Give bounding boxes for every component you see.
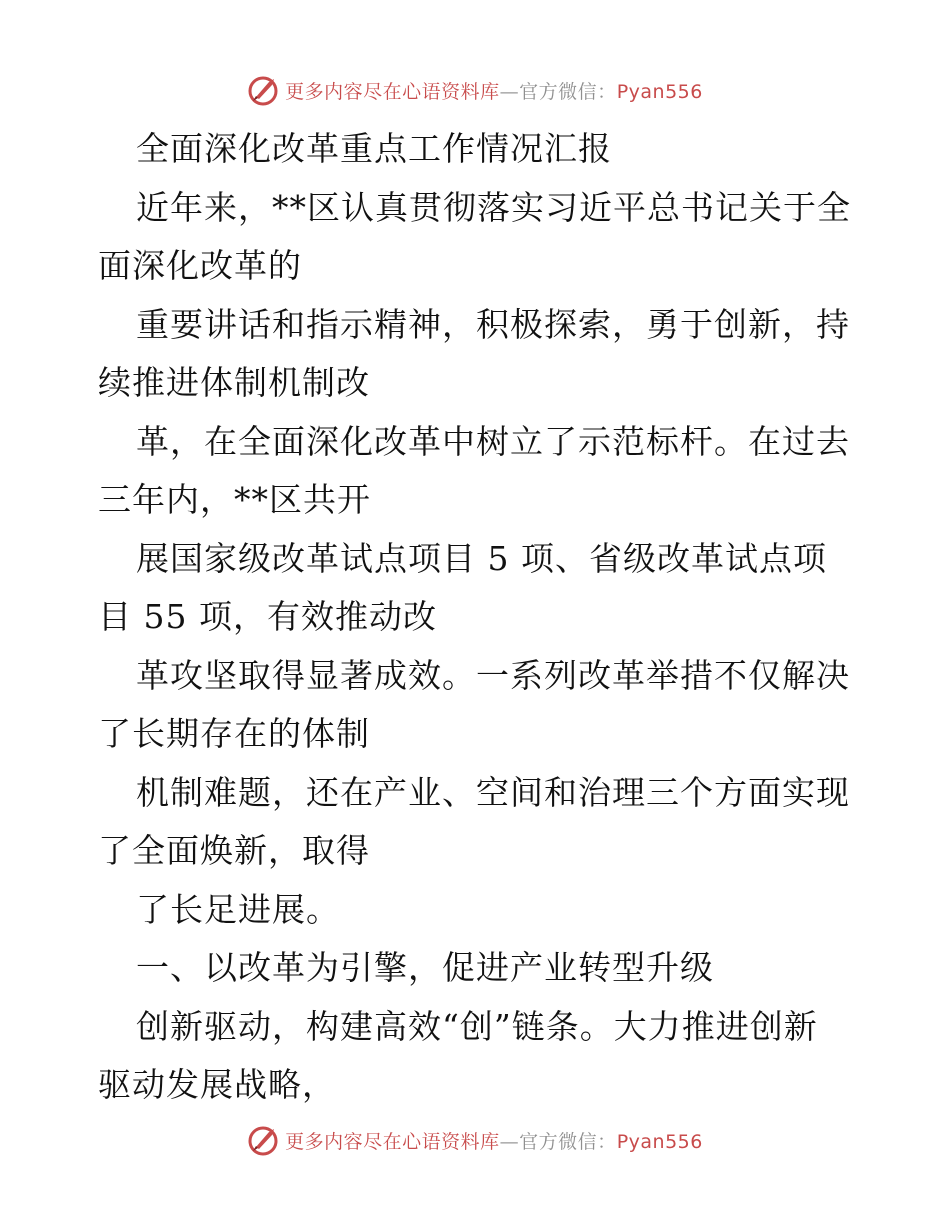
text-line: 创新驱动，构建高效“创”链条。大力推进创新: [136, 1006, 818, 1046]
text-line: 展国家级改革试点项目 5 项、省级改革试点项: [136, 538, 827, 578]
document-body: [98, 120, 858, 1115]
watermark-wechat-label: 官方微信：: [519, 80, 617, 103]
watermark-separator: —: [499, 1130, 520, 1153]
watermark-wechat-label: 官方微信：: [519, 1130, 617, 1153]
text-line: 三年内，**区共开: [98, 480, 371, 519]
watermark-site-text: 更多内容尽在心语资料库: [285, 80, 500, 103]
text-line: 了长期存在的体制: [98, 714, 370, 753]
watermark-separator: —: [499, 80, 520, 103]
watermark-text: [285, 77, 703, 104]
watermark-wechat-handle: Pyan556: [616, 80, 703, 103]
document-title: 全面深化改革重点工作情况汇报: [136, 129, 612, 168]
text-line: 续推进体制机制改: [98, 363, 370, 402]
watermark-site-text: 更多内容尽在心语资料库: [285, 1130, 500, 1153]
text-line: 目 55 项，有效推动改: [98, 597, 437, 636]
text-line: 面深化改革的: [98, 246, 302, 285]
text-line: 近年来，**区认真贯彻落实习近平总书记关于全: [136, 187, 851, 227]
text-line: 机制难题，还在产业、空间和治理三个方面实现: [136, 772, 850, 812]
footer-watermark: [0, 1120, 950, 1160]
watermark-text: [285, 1127, 703, 1154]
pen-logo-icon: [247, 73, 281, 107]
text-line: 了长足进展。: [136, 889, 340, 929]
section-heading: 一、以改革为引擎，促进产业转型升级: [136, 948, 714, 987]
watermark-wechat-handle: Pyan556: [616, 1130, 703, 1153]
text-line: 了全面焕新，取得: [98, 831, 370, 870]
pen-logo-icon: [247, 1123, 281, 1157]
text-line: 革攻坚取得显著成效。一系列改革举措不仅解决: [136, 655, 850, 695]
text-line: 驱动发展战略，: [98, 1065, 336, 1104]
text-line: 革，在全面深化改革中树立了示范标杆。在过去: [136, 421, 850, 461]
header-watermark: [0, 70, 950, 110]
text-line: 重要讲话和指示精神，积极探索，勇于创新，持: [136, 304, 850, 344]
